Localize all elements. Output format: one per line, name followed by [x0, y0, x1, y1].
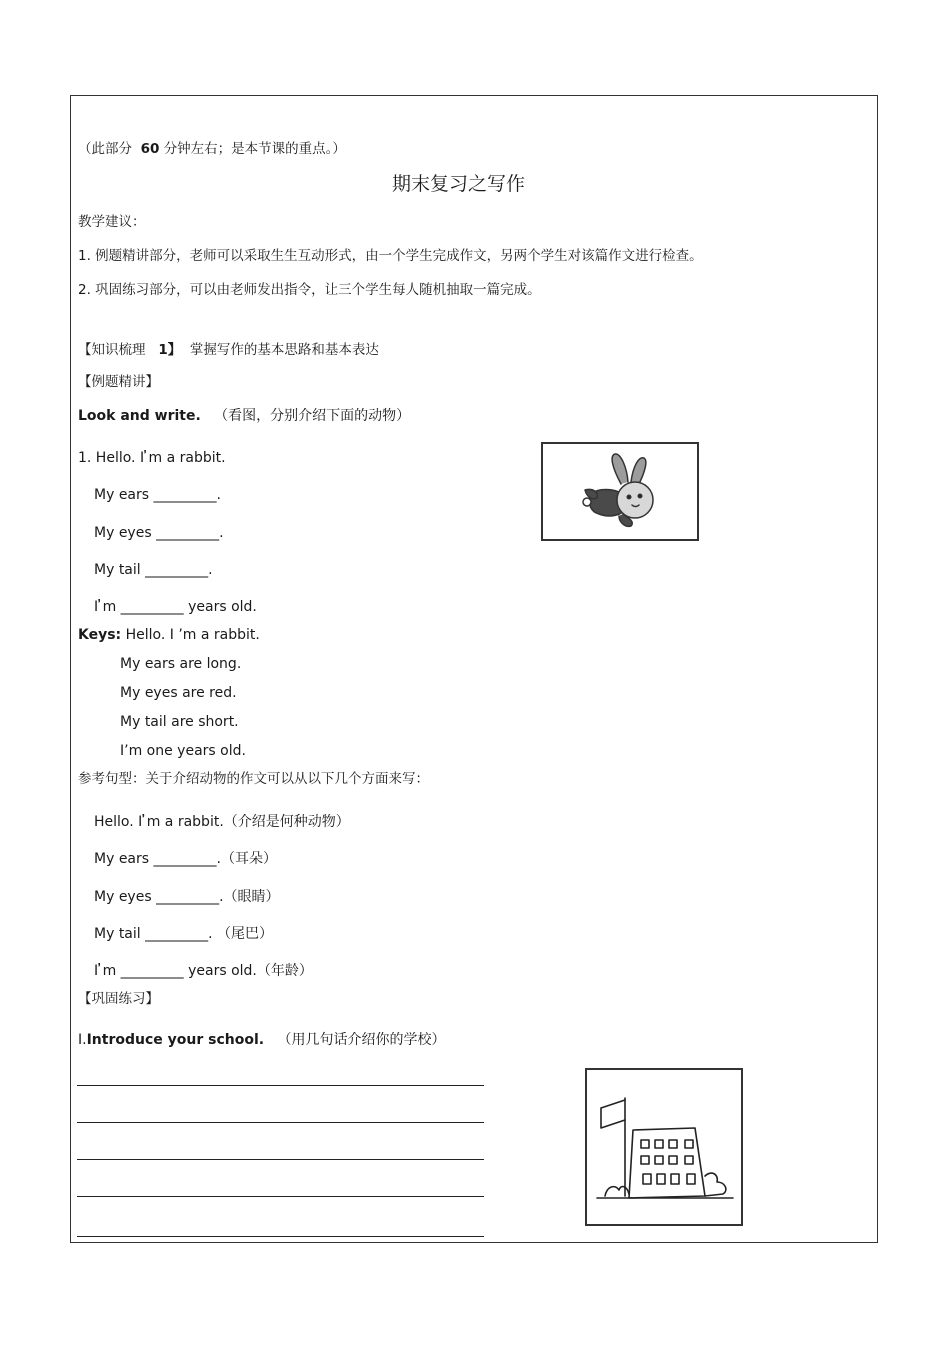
suggestion-heading: 教学建议：	[78, 214, 146, 230]
writing-line[interactable]	[77, 1196, 484, 1197]
practice-heading: 【巩固练习】	[78, 991, 159, 1007]
reference-line-1: Hello. I ̓m a rabbit.（介绍是何种动物）	[94, 814, 350, 830]
suggestion-item-2: 2. 巩固练习部分，可以由老师发出指令，让三个学生每人随机抽取一篇完成。	[78, 282, 541, 298]
suggestion-item-1: 1. 例题精讲部分，老师可以采取生生互动形式，由一个学生完成作文，另两个学生对该篇作文进行检查。	[78, 248, 703, 264]
reference-heading: 参考句型：关于介绍动物的作文可以从以下几个方面来写：	[78, 771, 429, 787]
example-line-3: My eyes _________.	[94, 525, 224, 541]
page-title: 期末复习之写作	[392, 173, 526, 195]
writing-line[interactable]	[77, 1159, 484, 1160]
writing-line[interactable]	[77, 1236, 484, 1237]
rabbit-icon	[543, 444, 697, 539]
knowledge-heading: 【知识梳理 1】 掌握写作的基本思路和基本表达	[78, 342, 379, 358]
example-line-2: My ears _________.	[94, 487, 221, 503]
writing-line[interactable]	[77, 1085, 484, 1086]
example-line-5: I ̓m _________ years old.	[94, 599, 257, 615]
school-building-icon	[587, 1070, 741, 1224]
practice-task: Ⅰ.Introduce your school. （用几句话介绍你的学校）	[78, 1032, 446, 1048]
keys-line-2: My eyes are red.	[120, 685, 237, 701]
reference-line-4: My tail _________. （尾巴）	[94, 926, 274, 942]
reference-line-2: My ears _________.（耳朵）	[94, 851, 277, 867]
keys-line-3: My tail are short.	[120, 714, 239, 730]
reference-line-5: I ̓m _________ years old.（年龄）	[94, 963, 313, 979]
reference-line-3: My eyes _________.（眼睛）	[94, 889, 280, 905]
keys-line-1: My ears are long.	[120, 656, 242, 672]
example-heading: 【例题精讲】	[78, 374, 159, 390]
example-task: Look and write. （看图，分别介绍下面的动物）	[78, 408, 411, 424]
time-note: （此部分 60 分钟左右；是本节课的重点。）	[78, 141, 346, 157]
writing-line[interactable]	[77, 1122, 484, 1123]
school-picture	[585, 1068, 743, 1226]
example-line-1: 1. Hello. I ̓m a rabbit.	[78, 450, 226, 466]
keys-line-4: I’m one years old.	[120, 743, 246, 759]
keys-first-line: Keys: Hello. I ’m a rabbit.	[78, 627, 260, 643]
rabbit-picture	[541, 442, 699, 541]
example-line-4: My tail _________.	[94, 562, 213, 578]
